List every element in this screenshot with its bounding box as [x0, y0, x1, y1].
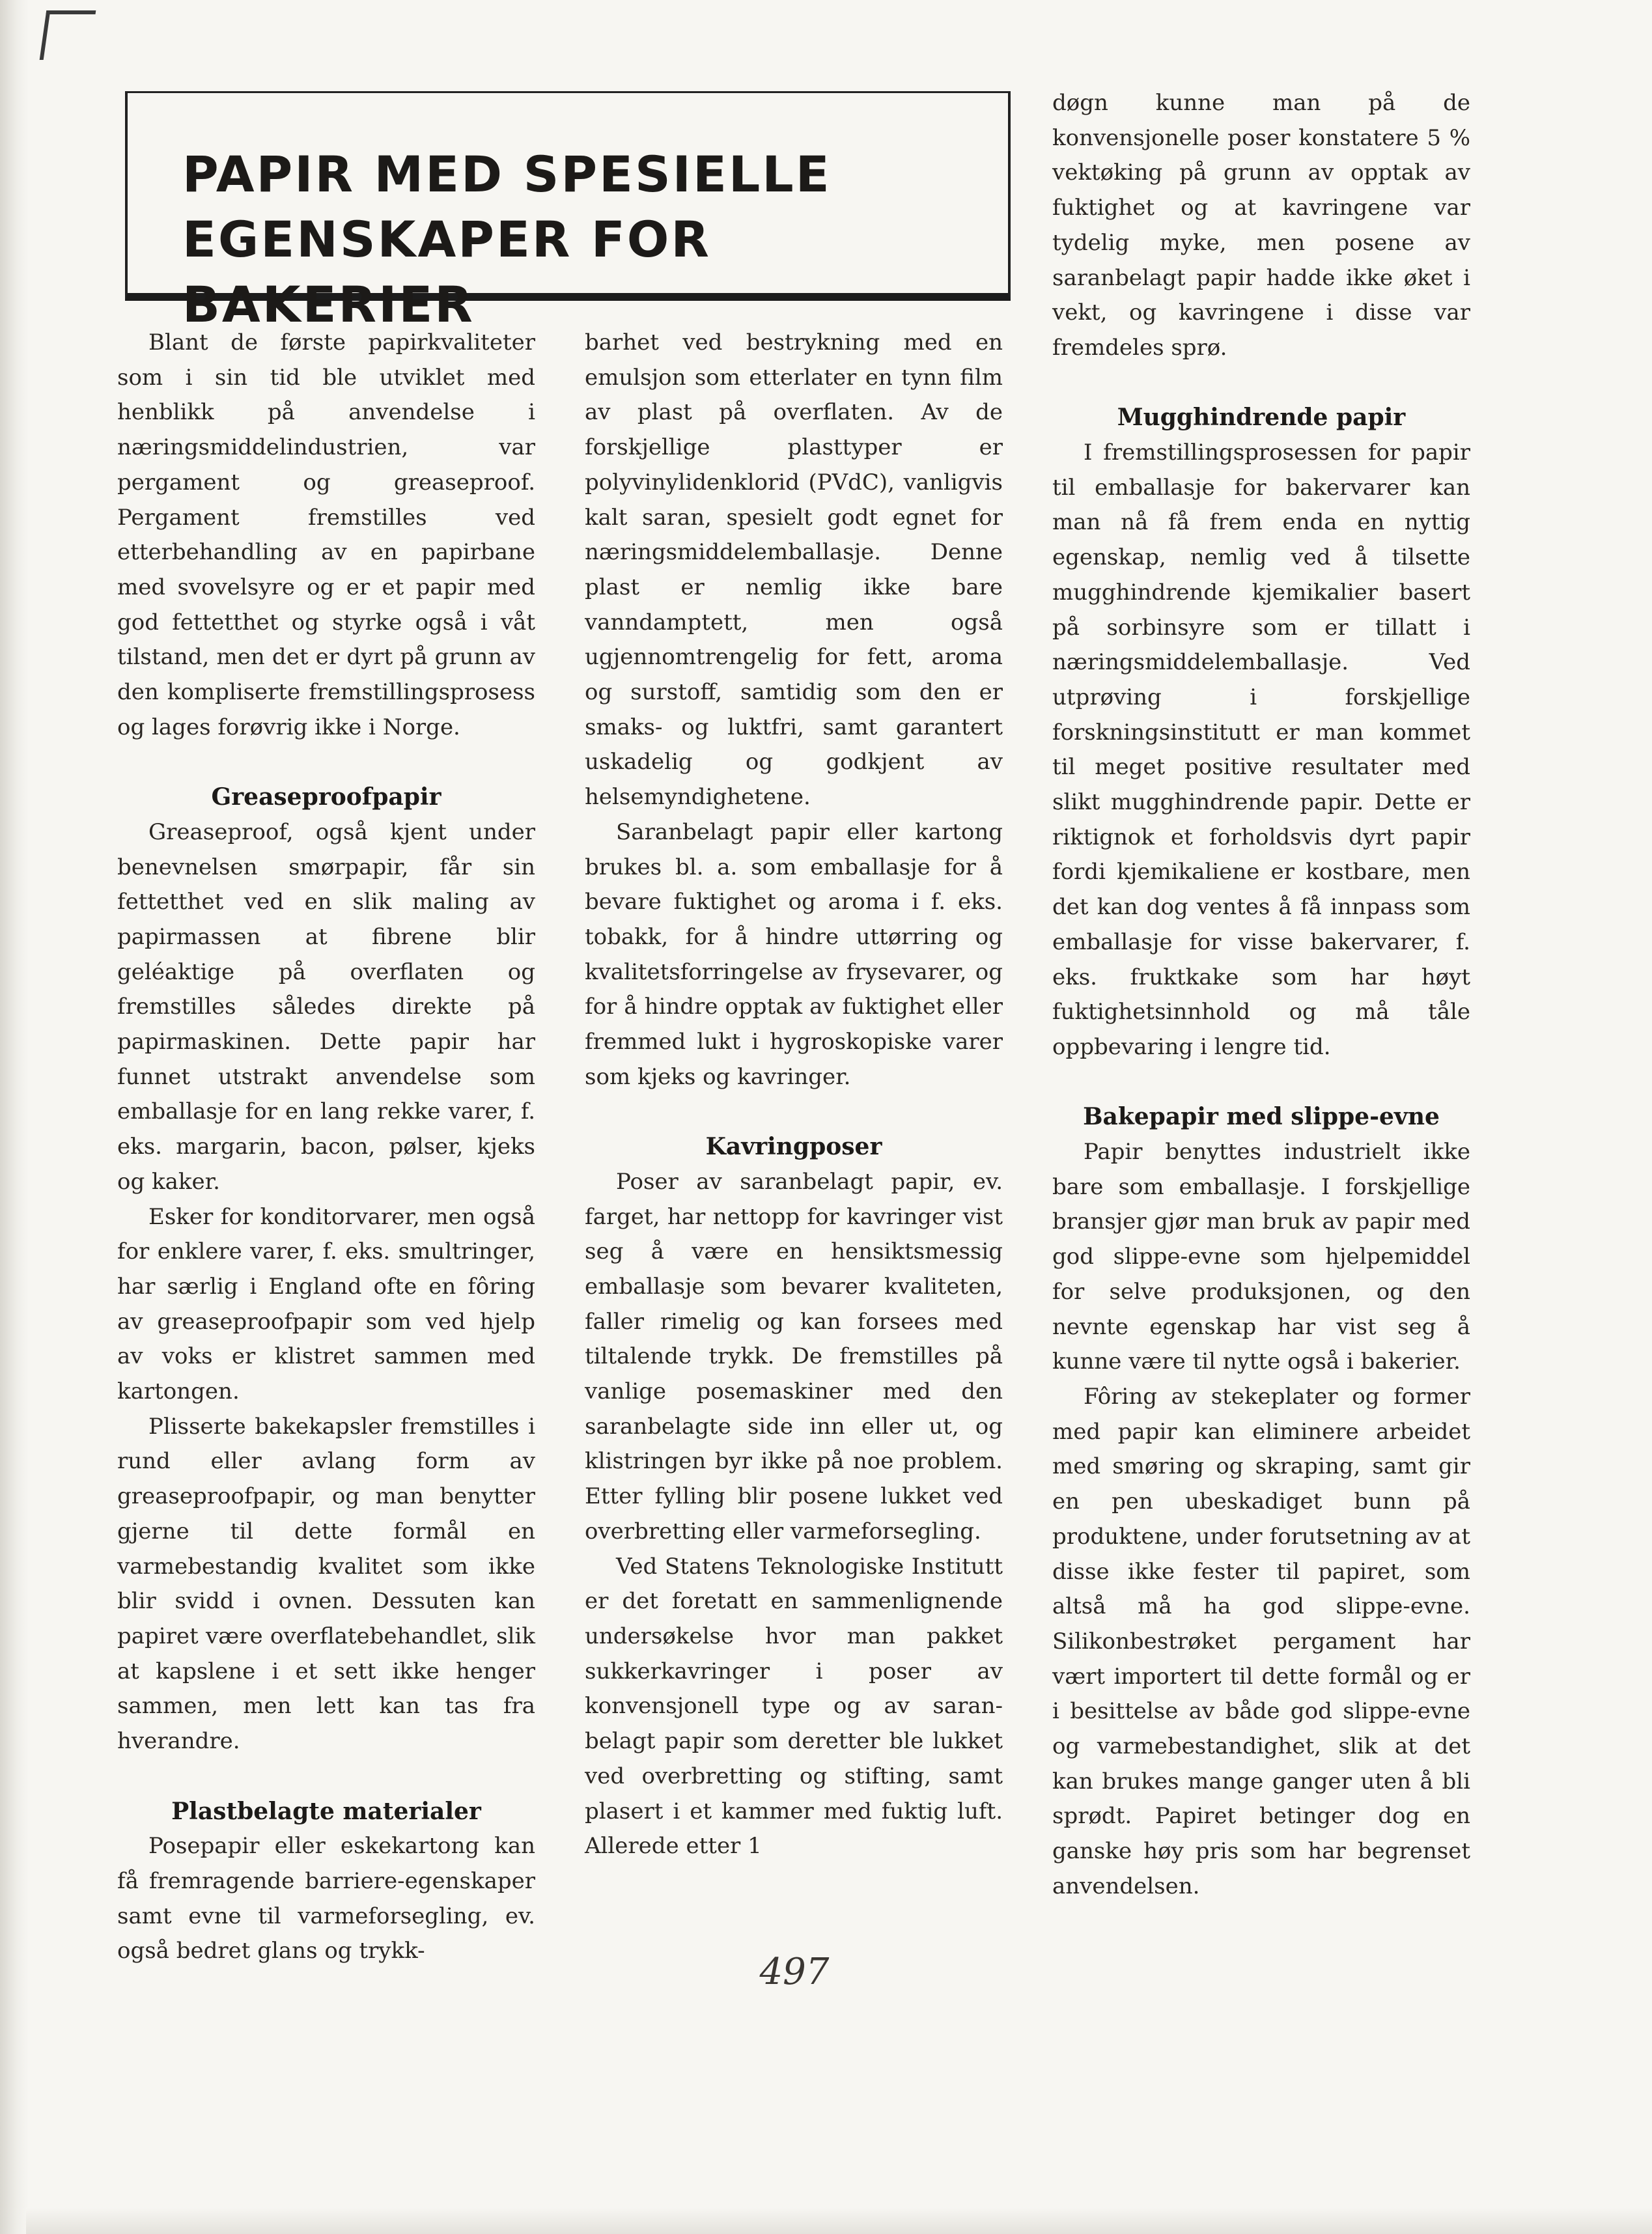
- section-gap: [1052, 366, 1470, 401]
- section-heading-mugghindrende-papir: Mugghindrende papir: [1117, 404, 1406, 432]
- paragraph: Blant de første papirkvaliteter som i sin tid ble utviklet med henblikk på anvendelse i næringsmiddelindustrien, var pergament og greaseproof. Pergament fremstilles ved etterbehandling av en papirbane med svovelsyre og er et papir med god fettetthet og styrke også i våt tilstand, men det er dyrt på grunn av den kompliserte fremstillingsprosess og lages forøvrig ikke i Norge.: [117, 329, 535, 740]
- section-gap: [1052, 1065, 1470, 1100]
- paragraph: Saranbelagt papir eller kartong brukes bl. a. som emballasje for å bevare fuktighet og aroma i f. eks. tobakk, for å hindre uttørring og kvalitetsforringelse av frysevarer, og for å hindre opptak av fuktighet eller fremmed lukt i hygroskopiske varer som kjeks og kavringer.: [585, 818, 1003, 1090]
- text-column-1: [117, 326, 535, 1969]
- paragraph-continued: døgn kunne man på de konvensjonelle poser konstatere 5 % vektøking på grunn av opptak av fuktighet og at kavringene var tydelig myke, men posene av saranbelagt papir hadde ikke øket i vekt, og kavringene i disse var fremdeles sprø.: [1052, 90, 1470, 361]
- paragraph: Ved Statens Teknologiske Institutt er det foretatt en sammenlignende undersøkelse hvor man pakket sukkerkavringer i poser av konvensjonell type og av saran-belagt papir som deretter ble lukket ved overbretting og stifting, samt plasert i et kammer med fuktig luft. Allerede etter 1: [585, 1553, 1003, 1860]
- text-column-3: [1052, 86, 1470, 1905]
- paragraph: Papir benyttes industrielt ikke bare som emballasje. I forskjellige bransjer gjør man bruk av papir med god slippe-evne som hjelpemiddel for selve produksjonen, og den nevnte egenskap har vist seg å kunne være til nytte også i bakerier.: [1052, 1139, 1470, 1375]
- paragraph: Fôring av stekeplater og former med papir kan eliminere arbeidet med smøring og skraping, samt gir en pen ubeskadiget bunn på produktene, under forutsetning av at disse ikke fester til papiret, som altså må ha god slippe-evne. Silikonbestrøket pergament har vært importert til dette formål og er i besittelse av både god slippe-evne og varmebestandighet, slik at det kan brukes mange ganger uten å bli sprødt. Papiret betinger dog en ganske høy pris som har begrenset anvendelsen.: [1052, 1383, 1470, 1899]
- article-title-line-1: PAPIR MED SPESIELLE: [182, 145, 832, 203]
- text-column-2: [585, 326, 1003, 1864]
- section-heading-greaseproofpapir: Greaseproofpapir: [211, 783, 441, 811]
- scan-edge-left: [0, 0, 29, 2234]
- article-title-line-2: EGENSKAPER FOR BAKERIER: [182, 210, 711, 333]
- page-number: 497: [759, 1951, 830, 1993]
- section-heading-kavringposer: Kavringposer: [705, 1133, 882, 1161]
- paragraph-continued: barhet ved bestrykning med en emulsjon som etterlater en tynn film av plast på overflaten. Av de forskjellige plasttyper er polyvinylidenklorid (PVdC), vanligvis kalt saran, spesielt godt egnet for næringsmiddelemballasje. Denne plast er nemlig ikke bare vanndamptett, men også ugjennomtrengelig for fett, aroma og surstoff, samtidig som den er smaks- og luktfri, samt garantert uskadelig og godkjent av helsemyndighetene.: [585, 329, 1003, 811]
- paragraph: Poser av saranbelagt papir, ev. farget, har nettopp for kavringer vist seg å være en hensiktsmessig emballasje som bevarer kvaliteten, faller rimelig og kan forsees med tiltalende trykk. De fremstilles på vanlige posemaskiner med den saranbelagte side inn eller ut, og klistringen byr ikke på noe problem. Etter fylling blir posene lukket ved overbretting eller varmeforsegling.: [585, 1168, 1003, 1544]
- scan-edge-bottom: [26, 2207, 1652, 2234]
- section-gap: [585, 1095, 1003, 1130]
- section-heading-plastbelagte-materialer: Plastbelagte materialer: [171, 1797, 481, 1825]
- article-title: [182, 142, 1003, 337]
- paragraph: Posepapir eller eskekartong kan få fremragende barriere-egenskaper samt evne til varmeforsegling, ev. også bedret glans og trykk-: [117, 1833, 535, 1964]
- section-gap: [117, 1759, 535, 1794]
- paragraph: Plisserte bakekapsler fremstilles i rund eller avlang form av greaseproofpapir, og man benytter gjerne til dette formål en varmebestandig kvalitet som ikke blir svidd i ovnen. Dessuten kan papiret være overflatebehandlet, slik at kapslene i et sett ikke henger sammen, men lett kan tas fra hverandre.: [117, 1413, 535, 1755]
- scan-corner-mark: [40, 10, 96, 60]
- paragraph: Greaseproof, også kjent under benevnelsen smørpapir, får sin fettetthet ved en slik maling av papirmassen at fibrene blir geléaktige på overflaten og fremstilles således direkte på papirmaskinen. Dette papir har funnet utstrakt anvendelse som emballasje for en lang rekke varer, f. eks. margarin, bacon, pølser, kjeks og kaker.: [117, 818, 535, 1195]
- paragraph: Esker for konditorvarer, men også for enklere varer, f. eks. smultringer, har særlig i England ofte en fôring av greaseproofpapir som ved hjelp av voks er klistret sammen med kartongen.: [117, 1203, 535, 1405]
- section-heading-bakepapir: Bakepapir med slippe-evne: [1083, 1103, 1440, 1131]
- paragraph: I fremstillingsprosessen for papir til emballasje for bakervarer kan man nå få frem enda en nyttig egenskap, nemlig ved å tilsette mugghindrende kjemikalier basert på sorbinsyre som er tillatt i næringsmiddelemballasje. Ved utprøving i forskjellige forskningsinstitutt er man kommet til meget positive resultater med slikt mugghindrende papir. Dette er riktignok et forholdsvis dyrt papir fordi kjemikaliene er kostbare, men det kan dog ventes å få innpass som emballasje for visse bakervarer, f. eks. fruktkake som har høyt fuktighetsinnhold og må tåle oppbevaring i lengre tid.: [1052, 440, 1470, 1060]
- section-gap: [117, 745, 535, 780]
